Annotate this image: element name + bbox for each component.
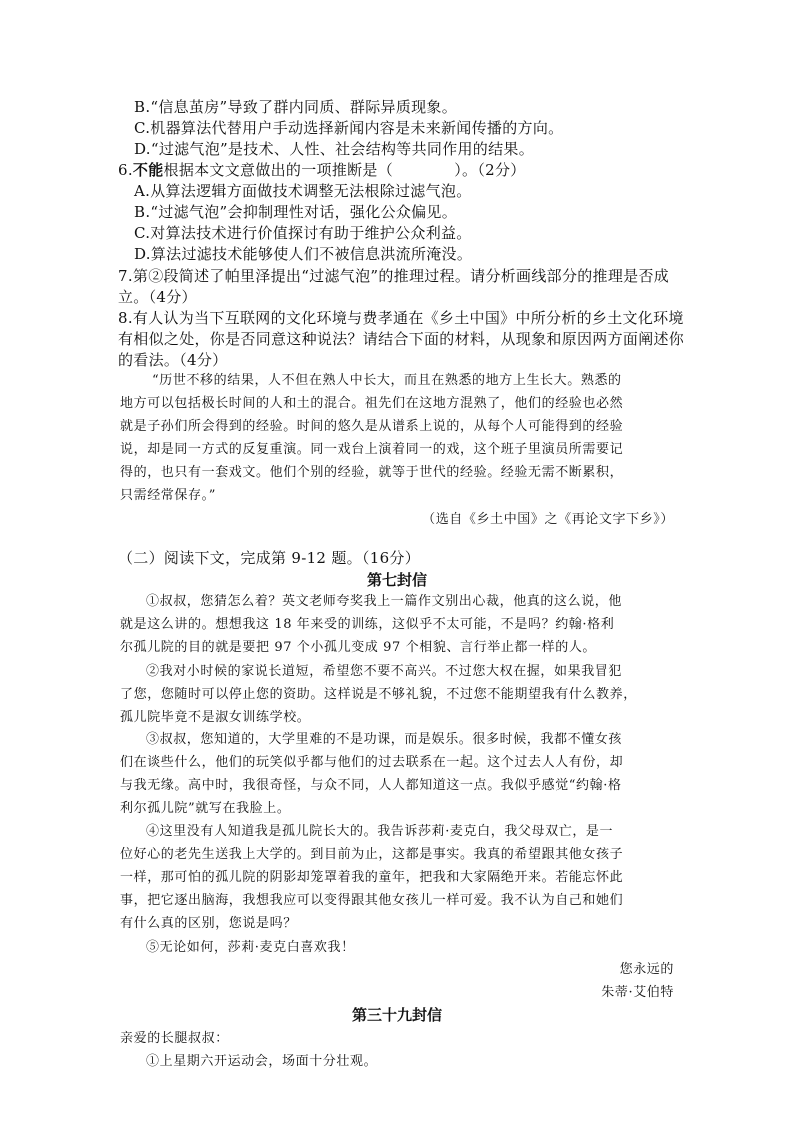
quote-line: 得的，也只有一套戏文。他们个别的经验，就等于世代的经验。经验无需不断累积，	[120, 465, 624, 480]
quote-line: 地方可以包括极长时间的人和土的混合。祖先们在这地方混熟了，他们的经验也必然	[120, 396, 624, 411]
paragraph-line: ①上星期六开运动会，场面十分壮观。	[146, 1054, 378, 1069]
letter-title-7: 第七封信	[366, 571, 427, 589]
quote-line: 说，却是同一方式的反复重演。同一戏台上演着同一的戏，这个班子里演员所需要记	[120, 442, 624, 457]
paragraph-line: ④这里没有人知道我是孤儿院长大的。我告诉莎莉·麦克白，我父母双亡，是一	[146, 824, 614, 839]
paragraph-line: 与我无缘。高中时，我很奇怪，与众不同，人人都知道这一点。我似乎感觉“约翰·格	[120, 778, 622, 793]
paragraph-line: ①叔叔，您猜怎么着？英文老师夸奖我上一篇作文别出心裁，他真的这么说，他	[146, 594, 623, 609]
q6-option-b: B.“过滤气泡”会抑制理性对话，强化公众偏见。	[134, 203, 458, 221]
quote-line: “历世不移的结果，人不但在熟人中长大，而且在熟悉的地方上生长大。熟悉的	[152, 373, 622, 388]
paragraph-line: 有什么真的区别，您说是吗？	[120, 916, 297, 931]
q6-stem	[118, 160, 526, 180]
q6-number: 6.	[118, 161, 133, 179]
q6-emphasis: 不能	[132, 161, 164, 179]
section-intro: （二）阅读下文，完成第 9-12 题。（16分）	[118, 549, 421, 567]
quote-line: 就是子孙们所会得到的经验。时间的悠久是从谱系上说的，从每个人可能得到的经验	[120, 419, 624, 434]
paragraph-line: 孤儿院毕竟不是淑女训练学校。	[120, 710, 311, 725]
q8-line-1: 8.有人认为当下互联网的文化环境与费孝通在《乡土中国》中所分析的乡土文化环境	[118, 309, 684, 327]
letter-sign-name: 朱蒂·艾伯特	[601, 985, 674, 1000]
quote-line: 只需经常保存。”	[120, 488, 216, 503]
quote-source: （选自《乡土中国》之《再论文字下乡》）	[422, 512, 674, 527]
q5-option-b: B.“信息茧房”导致了群内同质、群际异质现象。	[134, 98, 458, 116]
letter-title-39: 第三十九封信	[351, 1006, 442, 1024]
q8-line-3: 的看法。（4分）	[118, 351, 228, 369]
letter-sign-closing: 您永远的	[619, 962, 674, 977]
q6-option-c: C.对算法技术进行价值探讨有助于维护公众利益。	[134, 224, 472, 242]
paragraph-line: 就是这么讲的。想想我这 18 年来受的训练，这似乎不太可能，不是吗？约翰·格利	[120, 617, 615, 632]
paragraph-line: ②我对小时候的家说长道短，希望您不要不高兴。不过您大权在握，如果我冒犯	[146, 664, 623, 679]
paragraph-line: 了您，您随时可以停止您的资助。这样说是不够礼貌，不过您不能期望我有什么教养，	[120, 687, 637, 702]
paragraph-line: ③叔叔，您知道的，大学里难的不是功课，而是娱乐。很多时候，我都不懂女孩	[146, 732, 623, 747]
q6-option-a: A.从算法逻辑方面做技术调整无法根除过滤气泡。	[134, 182, 472, 200]
paragraph-line: ⑤无论如何，莎莉·麦克白喜欢我！	[146, 940, 355, 955]
paragraph-line: 位好心的老先生送我上大学的。到目前为止，这都是事实。我真的希望跟其他女孩子	[120, 847, 624, 862]
q7-line-1: 7.第②段简述了帕里泽提出“过滤气泡”的推理过程。请分析画线部分的推理是否成	[118, 267, 670, 285]
paragraph-line: 们在谈些什么，他们的玩笑似乎都与他们的过去联系在一起。这个过去人人有份，却	[120, 755, 624, 770]
paragraph-line: 一样，那可怕的孤儿院的阴影却笼罩着我的童年，把我和大家隔绝开来。若能忘怀此	[120, 870, 624, 885]
q7-line-2: 立。（4分）	[118, 288, 197, 306]
paragraph-line: 事，把它逐出脑海，我想我应可以变得跟其他女孩儿一样可爱。我不认为自己和她们	[120, 893, 624, 908]
q5-option-c: C.机器算法代替用户手动选择新闻内容是未来新闻传播的方向。	[134, 119, 564, 137]
paragraph-line: 利尔孤儿院”就写在我脸上。	[120, 801, 291, 816]
q8-line-2: 有相似之处，你是否同意这种说法？请结合下面的材料，从现象和原因两方面阐述你	[118, 330, 685, 348]
q6-option-d: D.算法过滤技术能够使人们不被信息洪流所淹没。	[134, 245, 473, 263]
letter-salutation: 亲爱的长腿叔叔：	[120, 1031, 229, 1046]
q5-option-d: D.“过滤气泡”是技术、人性、社会结构等共同作用的结果。	[134, 140, 534, 158]
paragraph-line: 尔孤儿院的目的就是要把 97 个小孤儿变成 97 个相貌、言行举止都一样的人。	[120, 640, 597, 655]
q6-stem-text: 根据本文文意做出的一项推断是（ ）。（2分）	[163, 161, 526, 179]
